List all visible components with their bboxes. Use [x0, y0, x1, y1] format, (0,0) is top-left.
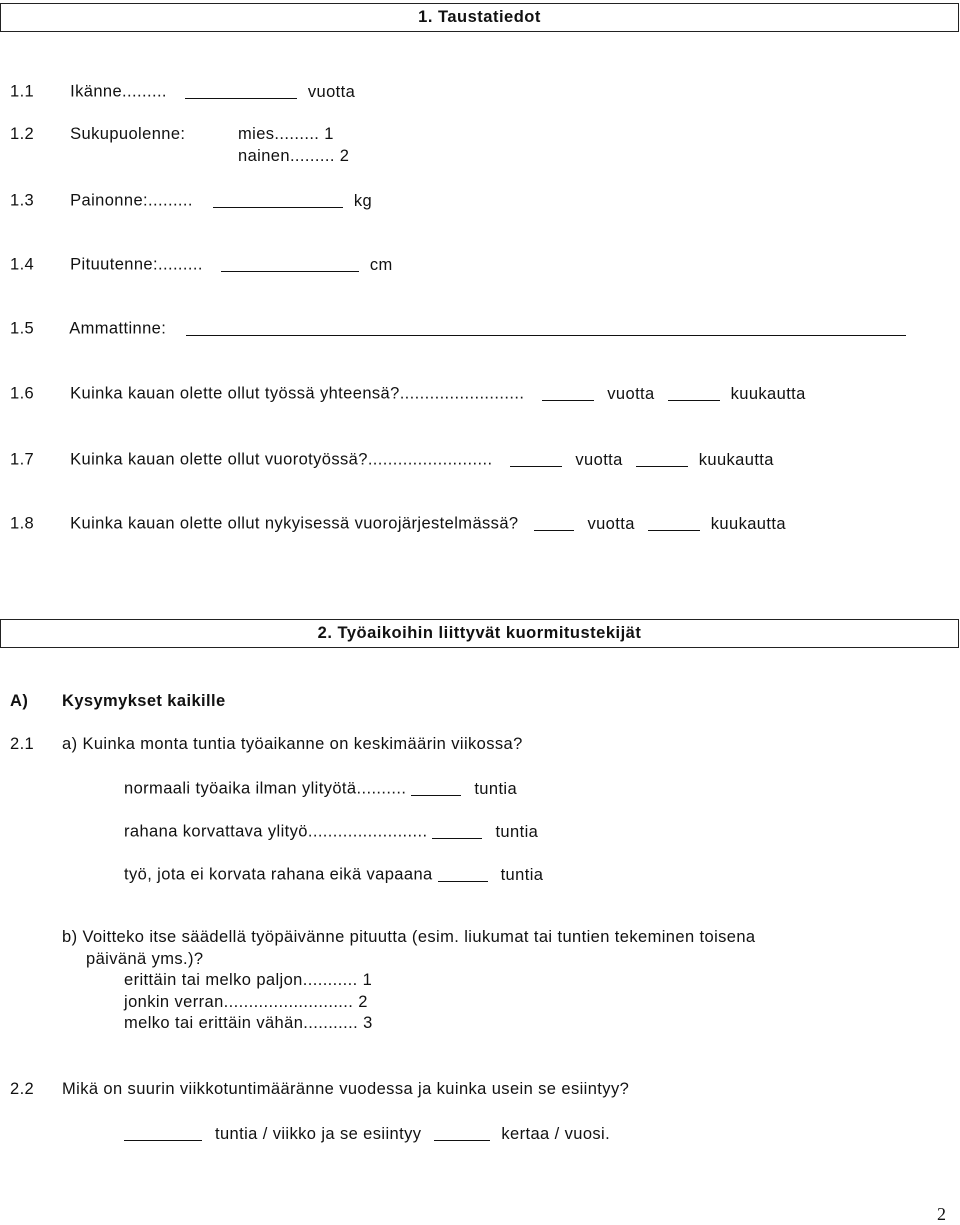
unit-label: vuotta: [307, 82, 356, 101]
question-1-6: [10, 383, 806, 404]
unit-label: tuntia: [474, 779, 518, 798]
unit-label: vuotta: [587, 514, 635, 533]
unit-label: kertaa / vuosi.: [501, 1124, 611, 1143]
years-input[interactable]: [510, 449, 562, 467]
section-2-title: 2. Työaikoihin liittyvät kuormitustekijät: [317, 624, 642, 642]
years-input[interactable]: [542, 383, 594, 401]
q-label: Kuinka kauan olette ollut nykyisessä vuorojärjestelmässä?: [70, 514, 519, 533]
unit-label: kg: [353, 191, 373, 210]
item-label: työ, jota ei korvata rahana eikä vapaana: [124, 865, 433, 884]
hours-item-normal: [124, 778, 517, 799]
question-2-1-b-line2: päivänä yms.)?: [86, 950, 204, 968]
q-number: 1.5: [10, 319, 35, 338]
q-number: 1.8: [10, 514, 35, 533]
frequency-input[interactable]: [434, 1123, 490, 1141]
unit-label: cm: [369, 255, 393, 274]
hours-input[interactable]: [432, 821, 482, 839]
q-number: 1.3: [10, 191, 35, 210]
hours-item-uncompensated: [124, 864, 543, 885]
question-1-2: [10, 125, 185, 144]
section-1-title: 1. Taustatiedot: [418, 8, 541, 26]
weight-input[interactable]: [213, 190, 343, 208]
profession-input[interactable]: [186, 318, 906, 336]
q-number: 1.1: [10, 82, 35, 101]
hours-input[interactable]: [411, 778, 461, 796]
gender-option-male[interactable]: mies......... 1: [238, 125, 334, 143]
q-label: Kuinka kauan olette ollut työssä yhteensä?.........................: [70, 384, 525, 403]
subsection-a-title: Kysymykset kaikille: [62, 692, 226, 710]
age-input[interactable]: [185, 81, 297, 99]
page-number: 2: [937, 1204, 946, 1224]
months-input[interactable]: [636, 449, 688, 467]
unit-label: tuntia: [495, 822, 539, 841]
q-label: Ikänne.........: [70, 82, 167, 101]
q-label: Kuinka kauan olette ollut vuorotyössä?.........................: [70, 450, 493, 469]
q-number: 1.2: [10, 125, 35, 143]
hours-input[interactable]: [438, 864, 488, 882]
unit-label: tuntia / viikko ja se esiintyy: [214, 1124, 422, 1143]
months-input[interactable]: [648, 513, 700, 531]
q-number: 1.6: [10, 384, 35, 403]
question-1-5: [10, 318, 906, 339]
b-option-1[interactable]: erittäin tai melko paljon........... 1: [124, 971, 373, 989]
height-input[interactable]: [221, 254, 359, 272]
question-2-2-answer: [124, 1123, 610, 1144]
q-label: Pituutenne:.........: [70, 255, 203, 274]
q-label: Sukupuolenne:: [70, 125, 186, 143]
unit-label: kuukautta: [730, 384, 806, 403]
question-1-3: [10, 190, 372, 211]
section-2-header: [0, 619, 959, 648]
unit-label: kuukautta: [710, 514, 786, 533]
section-1-header: [0, 3, 959, 32]
question-2-1-b-line1: b) Voitteko itse säädellä työpäivänne pituutta (esim. liukumat tai tuntien tekeminen toisena: [62, 928, 756, 946]
item-label: normaali työaika ilman ylityötä..........: [124, 779, 407, 798]
unit-label: kuukautta: [698, 450, 774, 469]
question-1-4: [10, 254, 393, 275]
years-input[interactable]: [534, 513, 574, 531]
question-1-1: [10, 81, 355, 102]
unit-label: vuotta: [607, 384, 655, 403]
subsection-a-letter: A): [10, 692, 29, 710]
q-number: 1.7: [10, 450, 35, 469]
question-2-1-number: 2.1: [10, 735, 35, 753]
q-label: Ammattinne:: [69, 319, 167, 338]
unit-label: vuotta: [575, 450, 623, 469]
b-option-3[interactable]: melko tai erittäin vähän........... 3: [124, 1014, 373, 1032]
hours-item-paid-overtime: [124, 821, 538, 842]
item-label: rahana korvattava ylityö........................: [124, 822, 428, 841]
q-number: 1.4: [10, 255, 35, 274]
max-hours-input[interactable]: [124, 1123, 202, 1141]
unit-label: tuntia: [500, 865, 544, 884]
question-2-2-label: Mikä on suurin viikkotuntimääränne vuodessa ja kuinka usein se esiintyy?: [62, 1080, 630, 1098]
months-input[interactable]: [668, 383, 720, 401]
question-2-2-number: 2.2: [10, 1080, 35, 1098]
question-1-8: [10, 513, 786, 534]
b-option-2[interactable]: jonkin verran.......................... 2: [124, 993, 368, 1011]
q-label: Painonne:.........: [70, 191, 193, 210]
question-2-1-a: a) Kuinka monta tuntia työaikanne on keskimäärin viikossa?: [62, 735, 523, 753]
question-1-7: [10, 449, 774, 470]
gender-option-female[interactable]: nainen......... 2: [238, 147, 350, 165]
